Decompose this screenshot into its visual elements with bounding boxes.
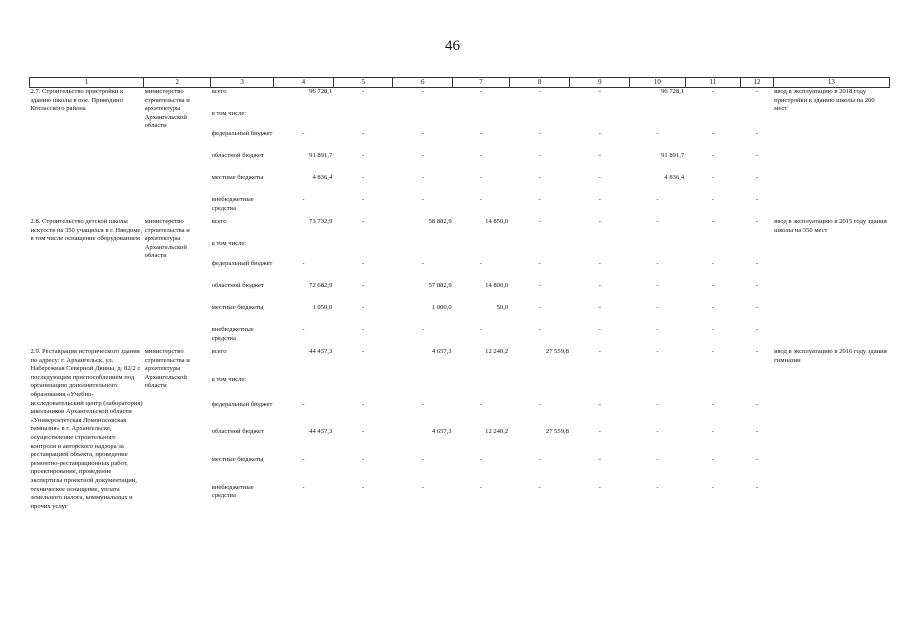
amount-cell: - [656,304,659,311]
amount-cell: - [421,455,424,463]
amount-cell: - [711,304,715,311]
amount-cell: - [421,152,424,159]
amount-cell: - [538,326,541,333]
amount-cell: - [711,483,715,491]
page-number: 46 [445,38,460,54]
amount-cell: - [479,88,483,95]
executor: министерство строительства и архитектуры Архангельской области [144,218,190,260]
amount-cell: - [598,260,601,267]
column-header: 8 [509,78,570,88]
amount-cell: - [711,400,715,408]
amount-cell: - [656,400,659,408]
amount-cell: - [362,130,365,137]
amount-cell: - [598,348,601,355]
amount-cell: - [362,282,365,289]
amount-cell: - [598,282,601,289]
amount-cell: - [421,483,424,491]
amount-cell: - [302,483,305,491]
funding-source: в том числе: [211,110,247,117]
funding-source: федеральный бюджет [211,260,273,267]
amount-cell: - [656,455,659,463]
amount-cell [274,110,334,130]
column-header: 12 [741,78,773,88]
amount-cell: - [755,304,759,311]
amount-cell: - [362,152,365,159]
amount-cell: - [421,196,424,203]
project-name: 2.7. Строительство пристройки к зданию школы в пос. Приводино Котласского района [30,88,124,113]
amount-cell: - [479,196,483,203]
amount-cell: - [656,326,659,333]
amount-cell: - [711,260,715,267]
funding-source: внебюджетные средства [211,196,254,212]
amount-cell: - [598,326,601,333]
amount-cell [509,240,570,260]
funding-source: в том числе: [211,375,247,383]
amount-cell: - [538,196,541,203]
amount-cell [741,240,773,260]
amount-cell: - [656,428,659,436]
amount-cell: 27 559,8 [545,348,569,355]
funding-source: областной бюджет [211,428,264,436]
amount-cell: 1 000,0 [431,304,452,311]
amount-cell [453,376,510,401]
amount-cell: - [755,326,759,333]
funding-source: федеральный бюджет [211,130,273,137]
amount-cell: - [479,483,483,491]
amount-cell: 58 882,9 [428,218,452,225]
amount-cell: - [598,483,601,491]
amount-cell: - [362,400,365,408]
amount-cell: - [711,88,715,95]
amount-cell: - [538,174,541,181]
amount-cell: - [755,400,759,408]
amount-cell: - [755,174,759,181]
header-row [30,78,890,88]
amount-cell: - [755,483,759,491]
column-header: 5 [333,78,393,88]
amount-cell: - [421,174,424,181]
amount-cell: - [711,428,715,436]
amount-cell [453,240,510,260]
amount-cell: - [755,348,759,355]
amount-cell: - [598,304,601,311]
funding-source: областной бюджет [211,152,264,159]
amount-cell [393,110,453,130]
amount-cell: - [755,218,759,225]
amount-cell: 50,0 [496,304,509,311]
amount-cell: - [302,400,305,408]
amount-cell: - [362,304,365,311]
amount-cell: - [656,260,659,267]
amount-cell: - [711,196,715,203]
amount-cell: 12 240,2 [485,428,509,436]
column-header: 2 [144,78,211,88]
amount-cell [333,376,393,401]
amount-cell: - [479,152,483,159]
amount-cell [274,240,334,260]
amount-cell: 91 891,7 [309,152,333,159]
amount-cell: - [755,152,759,159]
amount-cell: 44 457,3 [309,348,333,355]
amount-cell [630,376,686,401]
funding-source: областной бюджет [211,282,264,289]
amount-cell: - [538,218,541,225]
project-name: 2.8. Строительство детской школы искусств на 350 учащихся в г. Няндоме, в том числе оснащение оборудованием [30,218,142,243]
column-header: 9 [570,78,630,88]
amount-cell: - [755,260,759,267]
executor: министерство строительства и архитектуры Архангельской области [144,88,190,130]
funding-source: местные бюджеты [211,174,264,181]
amount-cell: - [538,88,541,95]
column-header: 7 [453,78,510,88]
amount-cell: - [362,455,365,463]
amount-cell: - [711,174,715,181]
amount-cell: - [362,326,365,333]
amount-cell [685,110,741,130]
funding-source: федеральный бюджет [211,400,273,408]
amount-cell: - [711,218,715,225]
funding-source: всего [211,348,227,355]
amount-cell: - [755,428,759,436]
amount-cell: - [598,174,601,181]
amount-cell [570,376,630,401]
amount-cell: - [598,88,601,95]
amount-cell: 4 657,3 [431,428,452,436]
amount-cell: - [755,282,759,289]
amount-cell: - [755,196,759,203]
amount-cell: 1 050,0 [312,304,333,311]
amount-cell: - [598,218,601,225]
amount-cell: - [711,326,715,333]
table-body [30,88,890,512]
amount-cell: - [598,152,601,159]
amount-cell [509,376,570,401]
funding-source: местные бюджеты [211,304,264,311]
funding-source: всего [211,218,227,225]
amount-cell [685,240,741,260]
amount-cell: - [538,455,541,463]
amount-cell: - [656,483,659,491]
amount-cell: - [711,348,715,355]
amount-cell: - [598,428,601,436]
amount-cell: - [538,304,541,311]
funding-source: в том числе: [211,240,247,247]
funding-source: внебюджетные средства [211,326,254,342]
amount-cell: - [711,455,715,463]
amount-cell: 4 836,4 [664,174,685,181]
expected-result: ввод в эксплуатацию в 2018 году пристройки к зданию школы на 200 мест [774,88,875,113]
funding-source: всего [211,88,227,95]
amount-cell: - [755,455,759,463]
amount-cell [453,110,510,130]
amount-cell: - [598,130,601,137]
column-header: 6 [393,78,453,88]
amount-cell: - [755,130,759,137]
amount-cell: - [362,88,365,95]
amount-cell: - [421,88,424,95]
amount-cell [741,110,773,130]
amount-cell [570,240,630,260]
amount-cell [630,240,686,260]
amount-cell: - [362,483,365,491]
amount-cell: 4 836,4 [312,174,333,181]
amount-cell: - [421,130,424,137]
column-header: 13 [773,78,889,88]
column-header: 4 [274,78,334,88]
amount-cell: - [538,260,541,267]
amount-cell: 96 728,1 [661,88,685,95]
amount-cell: - [421,260,424,267]
amount-cell: - [479,455,483,463]
amount-cell: - [538,130,541,137]
amount-cell: - [302,130,305,137]
amount-cell: - [711,282,715,289]
expected-result: ввод в эксплуатацию в 2015 году здания школы на 350 мест [774,218,887,234]
amount-cell [333,110,393,130]
amount-cell [509,110,570,130]
amount-cell [333,240,393,260]
amount-cell: - [479,260,483,267]
amount-cell: - [362,174,365,181]
table-row [30,218,890,240]
amount-cell: - [479,400,483,408]
amount-cell [393,240,453,260]
amount-cell: - [362,218,365,225]
amount-cell: - [598,455,601,463]
amount-cell: - [479,326,483,333]
amount-cell: - [538,400,541,408]
amount-cell: 12 240,2 [485,348,509,355]
amount-cell: 14 850,0 [485,218,509,225]
amount-cell: 14 800,0 [485,282,509,289]
amount-cell: - [711,152,715,159]
amount-cell: 44 457,3 [309,428,333,436]
amount-cell: - [656,348,659,355]
amount-cell [630,110,686,130]
amount-cell: 4 657,3 [431,348,452,355]
amount-cell: - [362,428,365,436]
amount-cell: - [302,260,305,267]
amount-cell: - [362,196,365,203]
expected-result: ввод в эксплуатацию в 2016 году здания гимназии [774,348,887,364]
amount-cell: 72 682,9 [309,282,333,289]
amount-cell: - [755,88,759,95]
amount-cell [685,376,741,401]
amount-cell: - [656,130,659,137]
table-row [30,88,890,111]
amount-cell: - [656,218,659,225]
amount-cell: 57 882,9 [428,282,452,289]
program-table [29,77,890,511]
amount-cell: - [479,174,483,181]
amount-cell [393,376,453,401]
amount-cell: - [421,400,424,408]
amount-cell: - [362,260,365,267]
amount-cell: - [598,196,601,203]
amount-cell: - [302,196,305,203]
amount-cell: - [598,400,601,408]
executor: министерство строительства и архитектуры Архангельской области [144,348,190,390]
amount-cell: - [479,130,483,137]
column-header: 1 [30,78,144,88]
amount-cell [741,376,773,401]
amount-cell: 96 728,1 [309,88,333,95]
amount-cell: - [362,348,365,355]
amount-cell: - [656,282,659,289]
amount-cell: 27 559,8 [545,428,569,436]
funding-source: местные бюджеты [211,455,264,463]
amount-cell: - [538,282,541,289]
amount-cell: - [538,483,541,491]
amount-cell: - [302,326,305,333]
table-row [30,348,890,376]
amount-cell: 73 732,9 [309,218,333,225]
project-name: 2.9. Реставрация исторического здания по адресу: г. Архангельск, ул. Набережная Северной Двины, д. 82/2 с последующим приспособлением под организацию дополнительного образования «Учебно-исследовательский центр (лаборатория) школьников Архангельской области «Университетская Ломоносовская гимназия» в г. Архангельске, осуществление строительного контроля и авторского надзора за реставрацией объекта, проведение ремонтно-реставрационных работ, проектирование, проведение экспертизы проектной документации, техническое оснащение, уплата земельного налога, коммунальных и прочих услуг [30,348,143,510]
column-header: 3 [211,78,274,88]
amount-cell: - [538,152,541,159]
column-header: 10 [630,78,686,88]
amount-cell: - [711,130,715,137]
amount-cell: - [302,455,305,463]
amount-cell [274,376,334,401]
amount-cell: - [421,326,424,333]
amount-cell: 91 891,7 [661,152,685,159]
amount-cell: - [656,196,659,203]
amount-cell [570,110,630,130]
column-header: 11 [685,78,741,88]
funding-source: внебюджетные средства [211,483,254,500]
